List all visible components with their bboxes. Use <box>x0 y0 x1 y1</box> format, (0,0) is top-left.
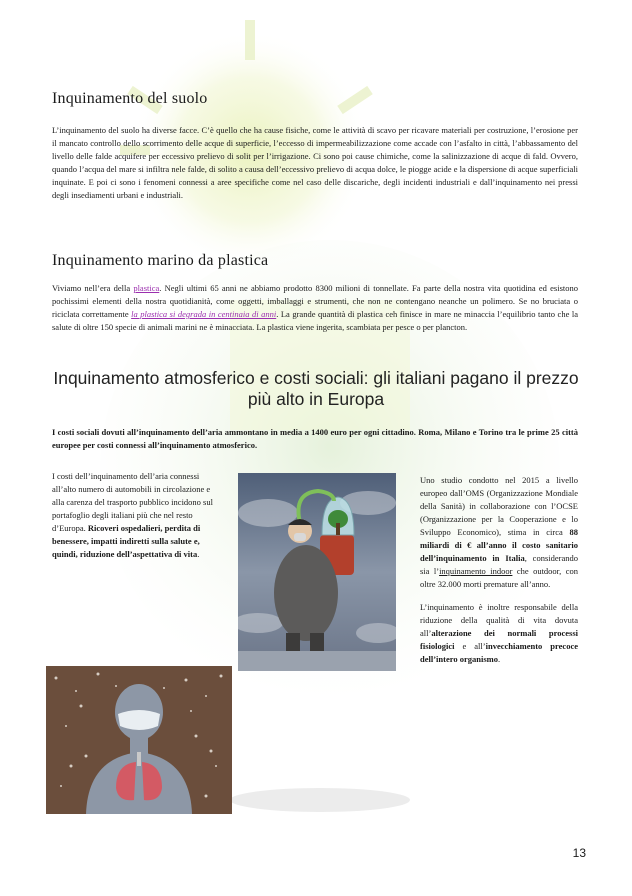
text-span: L’inquinamento è inoltre responsabile della riduzione della qualità di vita dovuta all’ <box>420 602 578 638</box>
section-title-soil: Inquinamento del suolo <box>52 90 208 107</box>
text-span: che outdoor, con oltre 32.000 morti premature all’anno. <box>420 566 578 589</box>
text-span: . Negli ultimi 65 anni ne abbiamo prodotto 8300 milioni di tonnellate. Fa parte della nostra vita quotidina ed esistono pochissimi elementi della nostra quotidianità, come oggetti, imballaggi e strumenti, che non ne contengano neanche un polimero. Se no bruciata o riciclata correttamente <box>52 283 578 319</box>
plastica-link[interactable]: plastica <box>133 283 160 293</box>
pollution-cartoon-image <box>238 473 396 671</box>
article-headline: Inquinamento atmosferico e costi sociali: gli italiani pagano il prezzo più alto in Europa <box>53 368 579 409</box>
left-column-text <box>52 470 214 561</box>
text-span: . La grande quantità di plastica ceh finisce in mare ne minaccia l’equilibrio tanto che la salute di oltre 150 specie di animali marini ne è minacciata. La plastica viene ingerita, scambiata per pesce o per plancton. <box>52 309 578 332</box>
soil-paragraph: L’inquinamento del suolo ha diverse facce. C’è quello che ha cause fisiche, come le attività di scavo per ricavare materiali per costruzione, l’erosione per il mancato controllo dello scorrimento delle acque di superficie, l’eccesso di impermeabilizzazione come accade con l’asfalto in città, l’abbassamento del livello delle falde acquifere per eccessivo prelievo di solit per l’irrigazione. Ci sono poi cause chimiche, come la salinizzazione di acque di fald. Ovvero, quando l’acqua del mare si infiltra nele falde, di solito a causa dell’eccessivo prelievo di acqua dolce, le piogge acide e la dispersione di acque superficiali inquinate. E poi ci sono i fenomeni connessi a aree specifiche come nel caso delle discariche, degli incidenti industriali e dall’inquinamento nei pressi degli insediamenti urbani e industriali. <box>52 125 578 200</box>
right-paragraph-1 <box>420 474 578 591</box>
marine-plastic-paragraph <box>52 282 578 334</box>
plastic-degrade-link[interactable]: la plastica si degrada in centinaia di anni <box>131 309 277 319</box>
underlined-span: inquinamento indoor <box>439 566 513 576</box>
text-span: . <box>498 654 501 664</box>
bold-span: 88 miliardi di € all’anno il costo sanitario dell’inquinamento in Italia <box>420 527 578 563</box>
text-span: Viviamo nell’era della <box>52 283 134 293</box>
bold-span: alterazione dei normali processi fisiologici <box>420 628 578 651</box>
text-span: . <box>197 549 200 559</box>
masked-person-lungs-image <box>46 666 232 814</box>
right-column-text <box>420 474 578 666</box>
text-span: I costi dell’inquinamento dell’aria connessi all’alto numero di automobili in circolazione e alla carenza del trasporto pubblico incidono sul portafoglio degli italiani più che nel resto d’Europa. <box>52 471 213 533</box>
section-title-marine-plastic: Inquinamento marino da plastica <box>52 252 269 269</box>
bold-span: invecchiamento precoce dell’intero organismo <box>420 641 578 664</box>
text-span: , considerando sia l’ <box>420 553 578 576</box>
lead-text: I costi sociali dovuti all’inquinamento dell’aria ammontano in media a 1400 euro per ogni cittadino. Roma, Milano e Torino tra le prime 25 città europee per costi connessi all’inquinamento atmosferico. <box>52 427 578 450</box>
article-lead <box>52 426 578 452</box>
text-span: Uno studio condotto nel 2015 a livello europeo dall’OMS (Organizzazione Mondiale della Sanità) in collaborazione con l’OCSE (Organizzazione per la Cooperazione e lo Sviluppo Economico), stima in circa <box>420 475 578 537</box>
right-paragraph-2 <box>420 601 578 666</box>
page-number: 13 <box>572 846 586 860</box>
text-span: e all’ <box>454 641 486 651</box>
bold-span: Ricoveri ospedalieri, perdita di benessere, impatti indiretti sulla salute e, quindi, riduzione dell’aspettativa di vita <box>52 523 201 559</box>
